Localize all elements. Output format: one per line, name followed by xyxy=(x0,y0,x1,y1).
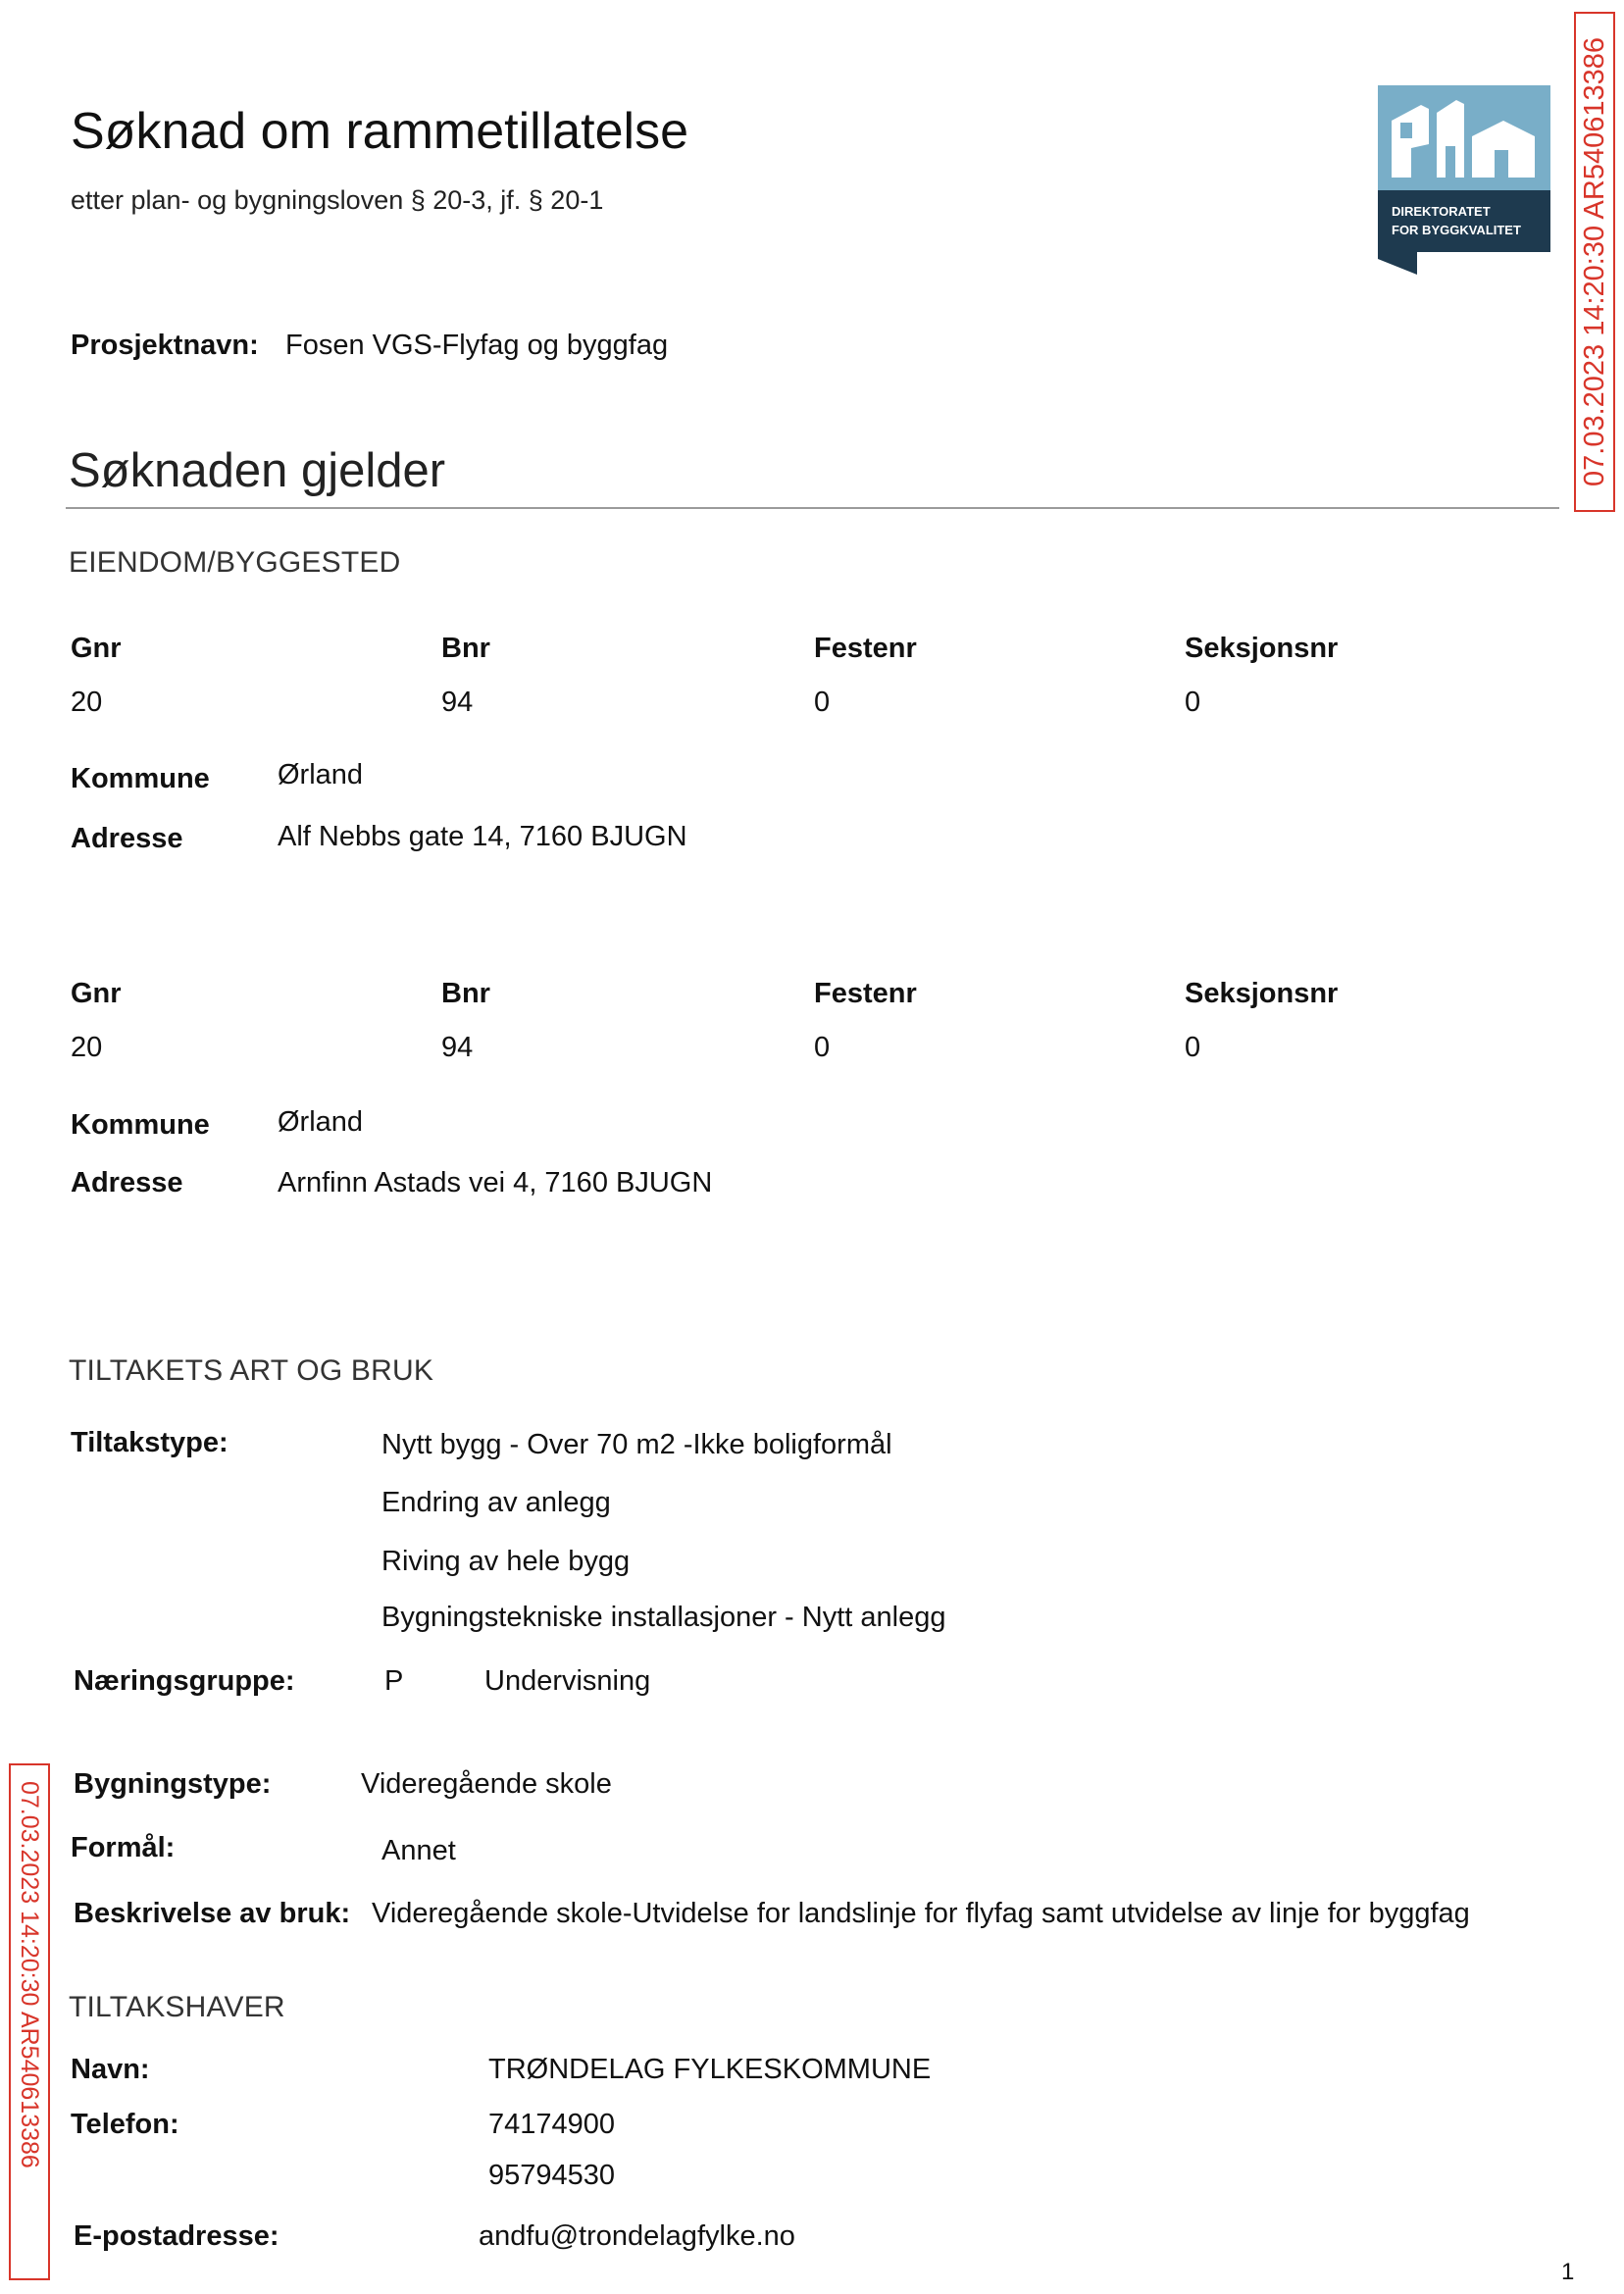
section-divider xyxy=(66,507,1559,509)
festenr-value: 0 xyxy=(814,1032,831,1063)
kommune-label: Kommune xyxy=(71,763,210,794)
navn-label: Navn: xyxy=(71,2054,150,2085)
naeringsgruppe-label: Næringsgruppe: xyxy=(74,1665,295,1697)
page-number: 1 xyxy=(1561,2259,1575,2285)
property-heading: EIENDOM/BYGGESTED xyxy=(69,546,401,579)
naeringsgruppe-name: Undervisning xyxy=(484,1665,651,1697)
adresse-value: Arnfinn Astads vei 4, 7160 BJUGN xyxy=(278,1167,713,1198)
column-header-festenr: Festenr xyxy=(814,978,917,1009)
formal-value: Annet xyxy=(381,1835,456,1866)
tiltakstype-item: Riving av hele bygg xyxy=(381,1546,631,1577)
naeringsgruppe-code: P xyxy=(384,1665,404,1697)
beskrivelse-label: Beskrivelse av bruk: xyxy=(74,1898,351,1929)
tiltakstype-label: Tiltakstype: xyxy=(71,1427,228,1458)
navn-value: TRØNDELAG FYLKESKOMMUNE xyxy=(488,2054,932,2085)
bnr-value: 94 xyxy=(441,687,474,718)
document-subtitle: etter plan- og bygningsloven § 20-3, jf. § 20-1 xyxy=(71,185,604,215)
logo-line2: FOR BYGGKVALITET xyxy=(1392,223,1521,237)
column-header-seksjonsnr: Seksjonsnr xyxy=(1185,978,1339,1009)
telefon-value: 74174900 xyxy=(488,2109,616,2140)
receipt-stamp-top xyxy=(1574,12,1615,512)
beskrivelse-value: Videregående skole-Utvidelse for landslinje for flyfag samt utvidelse av linje for byggfag xyxy=(372,1898,1470,1929)
column-header-gnr: Gnr xyxy=(71,633,122,664)
seksjonsnr-value: 0 xyxy=(1185,1032,1201,1063)
bnr-value: 94 xyxy=(441,1032,474,1063)
adresse-label: Adresse xyxy=(71,1167,183,1198)
gnr-value: 20 xyxy=(71,1032,103,1063)
column-header-bnr: Bnr xyxy=(441,978,490,1009)
tiltakstype-item: Nytt bygg - Over 70 m2 -Ikke boligformål xyxy=(381,1429,892,1460)
formal-label: Formål: xyxy=(71,1832,176,1863)
project-value: Fosen VGS-Flyfag og byggfag xyxy=(285,330,669,361)
column-header-festenr: Festenr xyxy=(814,633,917,664)
kommune-value: Ørland xyxy=(278,759,364,790)
gnr-value: 20 xyxy=(71,687,103,718)
kommune-value: Ørland xyxy=(278,1106,364,1138)
telefon-label: Telefon: xyxy=(71,2109,179,2140)
kommune-label: Kommune xyxy=(71,1109,210,1141)
adresse-value: Alf Nebbs gate 14, 7160 BJUGN xyxy=(278,821,687,852)
column-header-seksjonsnr: Seksjonsnr xyxy=(1185,633,1339,664)
epost-value: andfu@trondelagfylke.no xyxy=(479,2220,795,2252)
tiltak-heading: TILTAKETS ART OG BRUK xyxy=(69,1354,434,1387)
dibk-logo xyxy=(1378,85,1550,275)
bygningstype-value: Videregående skole xyxy=(361,1768,612,1800)
tiltakshaver-heading: TILTAKSHAVER xyxy=(69,1991,285,2023)
stamp-text: 07.03.2023 14:20:30 AR540613386 xyxy=(1579,37,1610,486)
festenr-value: 0 xyxy=(814,687,831,718)
document-title: Søknad om rammetillatelse xyxy=(71,103,688,160)
epost-label: E-postadresse: xyxy=(74,2220,279,2252)
column-header-gnr: Gnr xyxy=(71,978,122,1009)
logo-line1: DIREKTORATET xyxy=(1392,204,1491,219)
adresse-label: Adresse xyxy=(71,823,183,854)
bygningstype-label: Bygningstype: xyxy=(74,1768,272,1800)
stamp-text: 07.03.2023 14:20:30 AR540613386 xyxy=(16,1781,43,2168)
tiltakstype-item: Endring av anlegg xyxy=(381,1487,611,1518)
project-label: Prosjektnavn: xyxy=(71,330,259,361)
tiltakstype-item: Bygningstekniske installasjoner - Nytt anlegg xyxy=(381,1602,946,1633)
seksjonsnr-value: 0 xyxy=(1185,687,1201,718)
telefon-value: 95794530 xyxy=(488,2160,616,2191)
dibk-logo-icon xyxy=(1378,85,1550,275)
receipt-stamp-bottom xyxy=(9,1763,50,2280)
column-header-bnr: Bnr xyxy=(441,633,490,664)
section-title: Søknaden gjelder xyxy=(69,444,446,497)
